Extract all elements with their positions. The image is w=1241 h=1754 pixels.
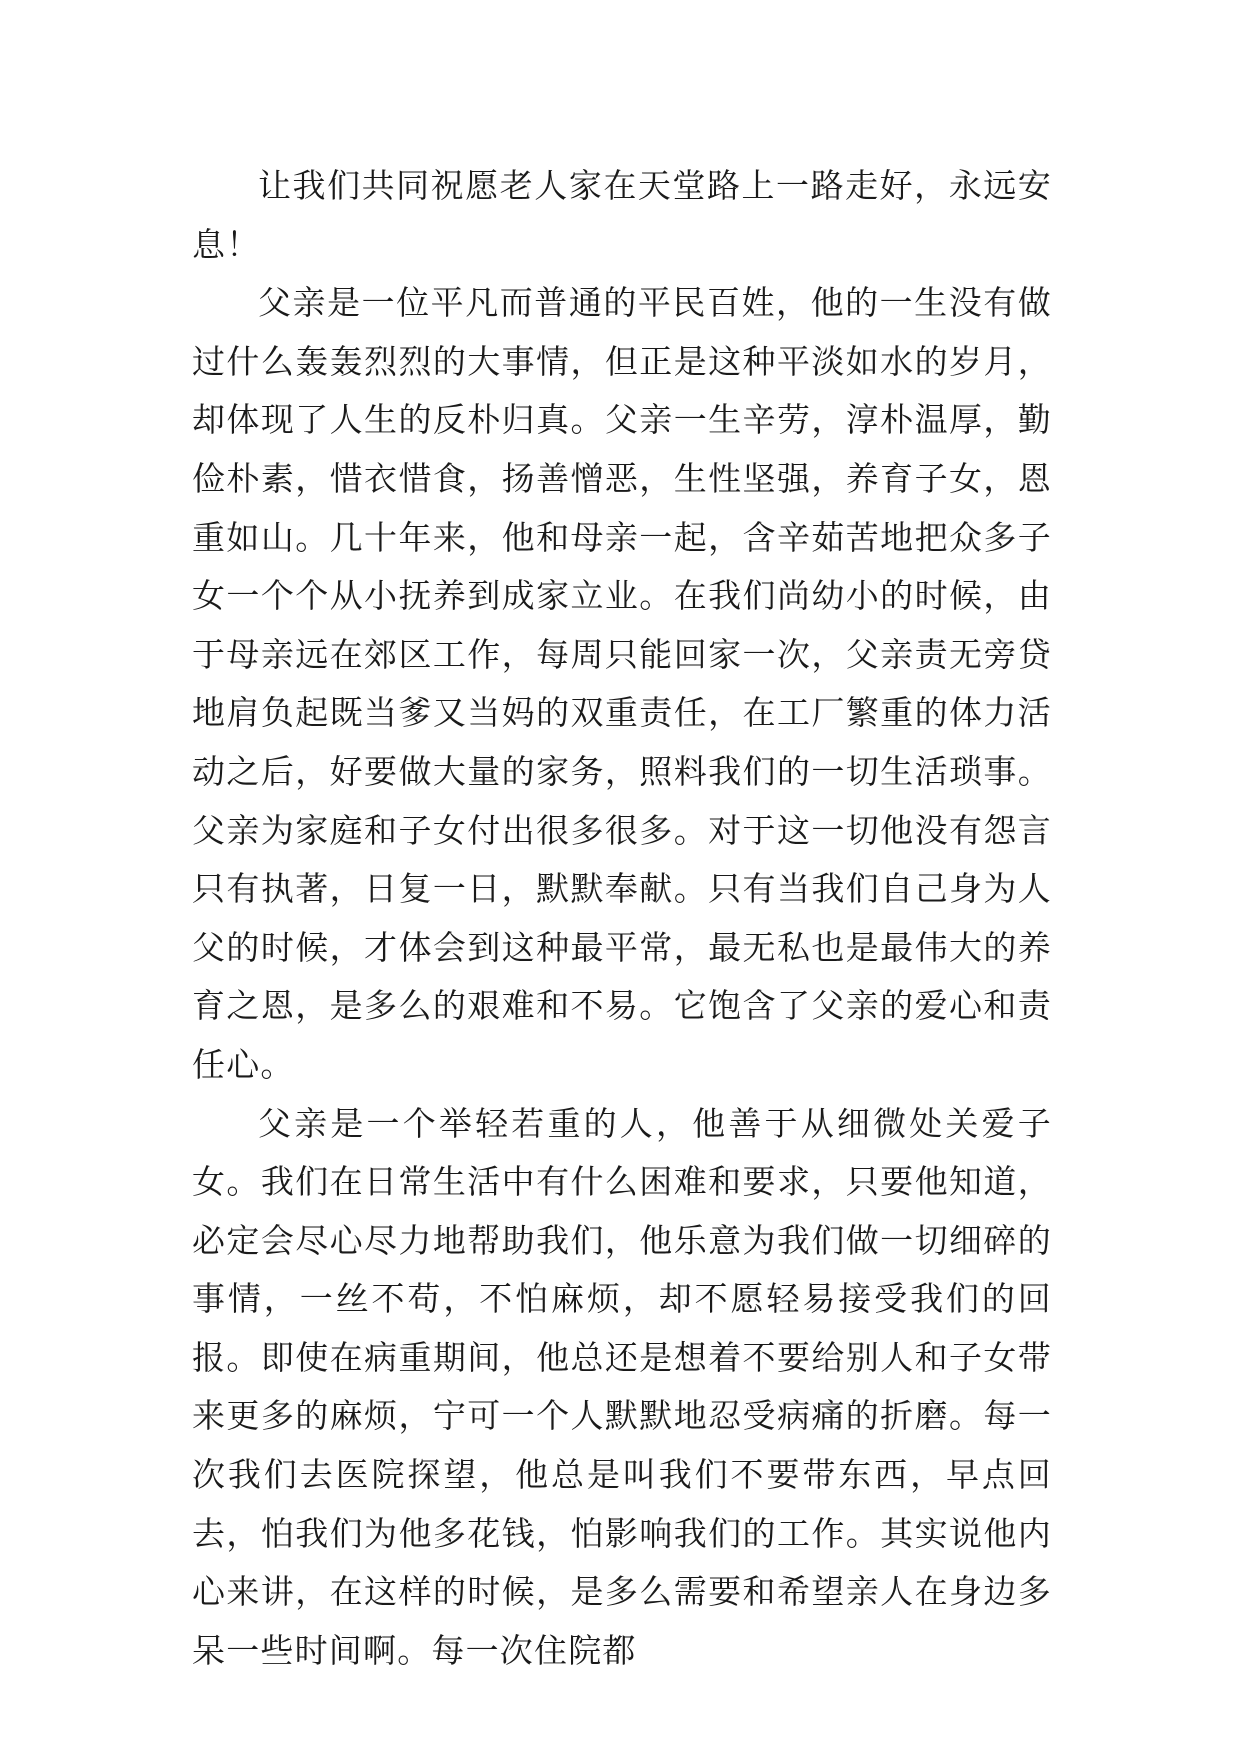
paragraph: 让我们共同祝愿老人家在天堂路上一路走好，永远安息！ [192,166,1052,264]
paragraph: 父亲是一位平凡而普通的平民百姓，他的一生没有做过什么轰轰烈烈的大事情，但正是这种平淡如水的岁月，却体现了人生的反朴归真。父亲一生辛劳，淳朴温厚，勤俭朴素，惜衣惜食，扬善憎恶，生性坚强，养育子女，恩重如山。几十年来，他和母亲一起，含辛茹苦地把众多子女一个个从小抚养到成家立业。在我们尚幼小的时候，由于母亲远在郊区工作，每周只能回家一次，父亲责无旁贷地肩负起既当爹又当妈的双重责任，在工厂繁重的体力活动之后，好要做大量的家务，照料我们的一切生活琐事。父亲为家庭和子女付出很多很多。对于这一切他没有怨言只有执著，日复一日，默默奉献。只有当我们自己身为人父的时候，才体会到这种最平常，最无私也是最伟大的养育之恩，是多么的艰难和不易。它饱含了父亲的爱心和责任心。 [192,283,1052,1084]
document-body [192,157,1052,1680]
paragraph: 父亲是一个举轻若重的人，他善于从细微处关爱子女。我们在日常生活中有什么困难和要求，只要他知道，必定会尽心尽力地帮助我们，他乐意为我们做一切细碎的事情，一丝不苟，不怕麻烦，却不愿轻易接受我们的回报。即使在病重期间，他总还是想着不要给别人和子女带来更多的麻烦，宁可一个人默默地忍受病痛的折磨。每一次我们去医院探望，他总是叫我们不要带东西，早点回去，怕我们为他多花钱，怕影响我们的工作。其实说他内心来讲，在这样的时候，是多么需要和希望亲人在身边多呆一些时间啊。每一次住院都 [192,1103,1052,1670]
